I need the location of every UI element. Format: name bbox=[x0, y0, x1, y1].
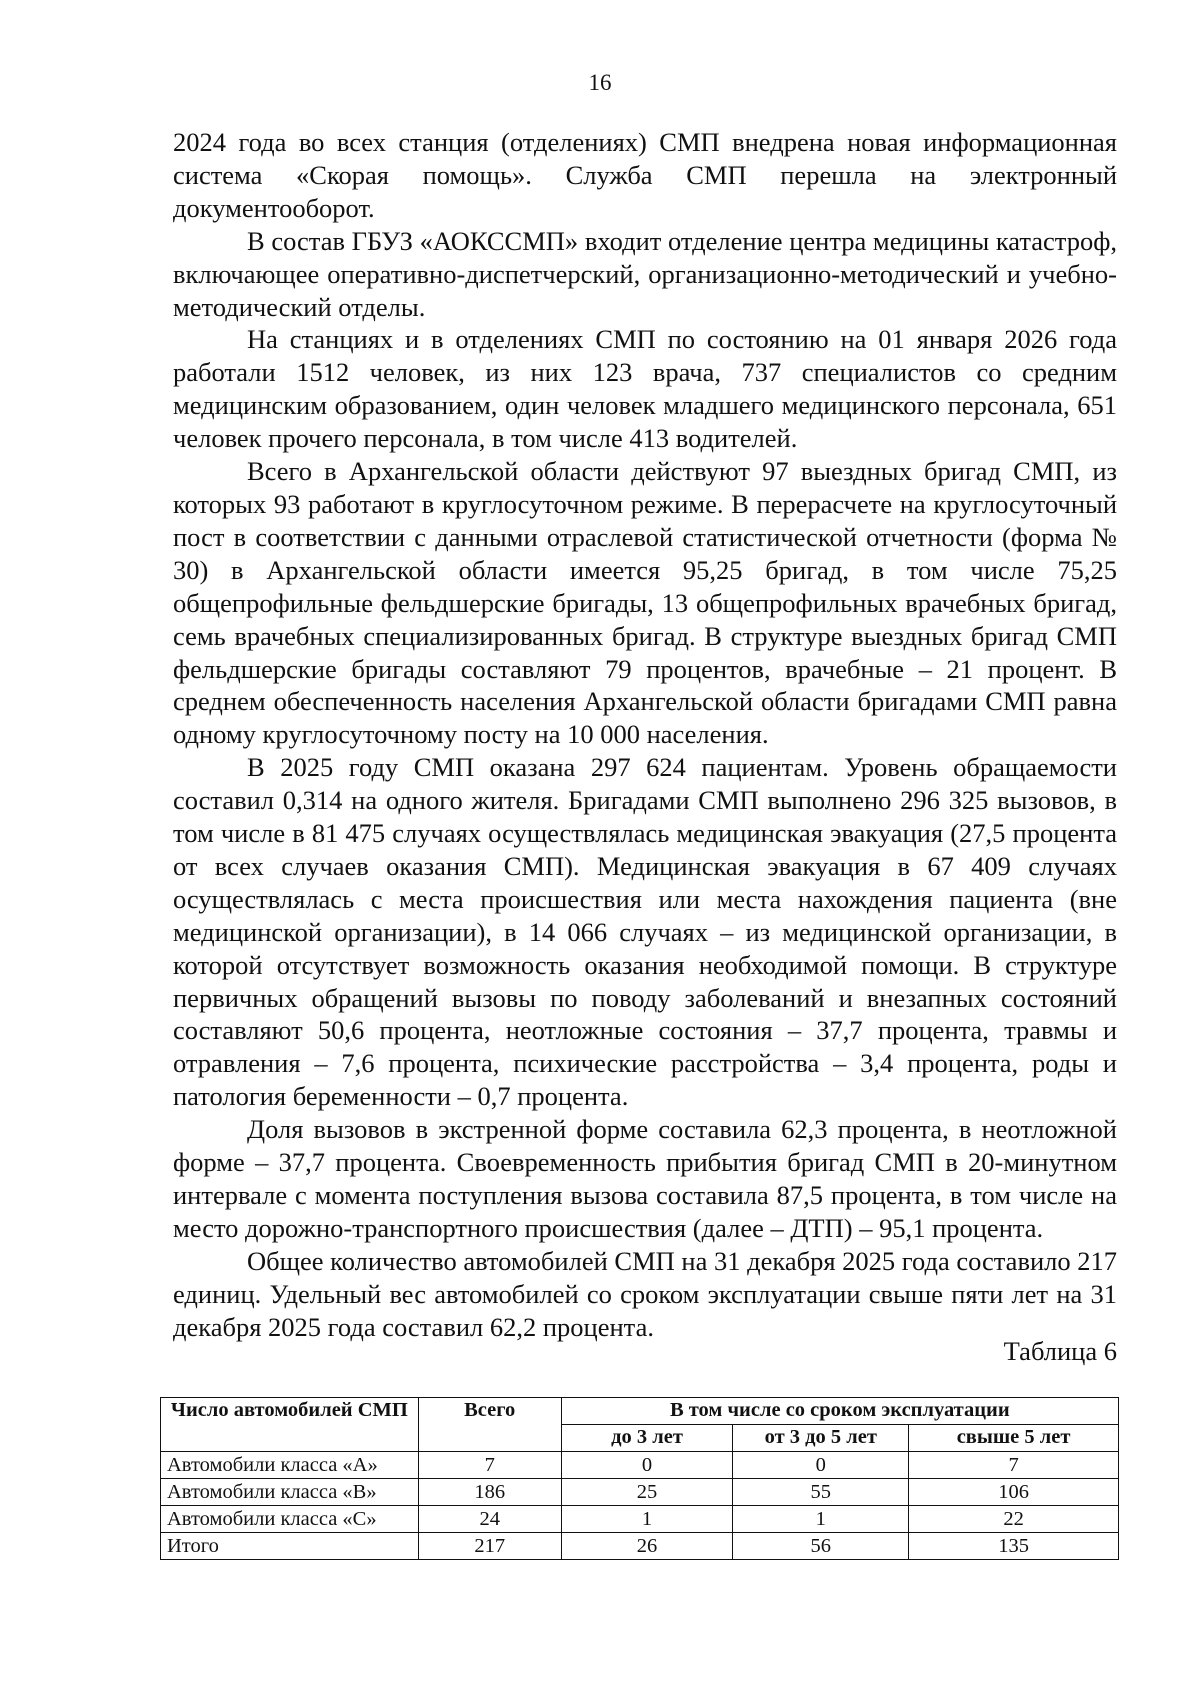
cell-total: 186 bbox=[418, 1479, 561, 1506]
cell-total: 24 bbox=[418, 1506, 561, 1533]
paragraph: 2024 года во всех станция (отделениях) СМП внедрена новая информационная система «Скорая помощь». Служба СМП перешла на электронный документооборот. bbox=[173, 127, 1117, 223]
cell-3-to-5: 0 bbox=[733, 1452, 909, 1479]
cell-3-to-5: 56 bbox=[733, 1533, 909, 1560]
cell-up-to-3: 1 bbox=[561, 1506, 733, 1533]
row-label: Автомобили класса «А» bbox=[161, 1452, 419, 1479]
paragraph: Всего в Архангельской области действуют 97 выездных бригад СМП, из которых 93 работают в круглосуточном режиме. В перерасчете на круглосуточный пост в соответствии с данными отраслевой статистической отчетности (форма № 30) в Архангельской области имеется 95,25 бригад, в том числе 75,25 общепрофильные фельдшерские бригады, 13 общепрофильных врачебных бригад, семь врачебных специализированных бригад. В структуре выездных бригад СМП фельдшерские бригады составляют 79 процентов, врачебные – 21 процент. В среднем обеспеченность населения Архангельской области бригадами СМП равна одному круглосуточному посту на 10 000 населения. bbox=[173, 456, 1117, 750]
paragraph: Общее количество автомобилей СМП на 31 декабря 2025 года составило 217 единиц. Удельный вес автомобилей со сроком эксплуатации свыше пяти лет на 31 декабря 2025 года составил 62,2 процента. bbox=[173, 1245, 1117, 1342]
cell-over-5: 7 bbox=[909, 1452, 1119, 1479]
cell-over-5: 135 bbox=[909, 1533, 1119, 1560]
header-total: Всего bbox=[418, 1398, 561, 1452]
cell-up-to-3: 0 bbox=[561, 1452, 733, 1479]
cell-up-to-3: 26 bbox=[561, 1533, 733, 1560]
cell-over-5: 106 bbox=[909, 1479, 1119, 1506]
row-label: Автомобили класса «В» bbox=[161, 1479, 419, 1506]
paragraph: На станциях и в отделениях СМП по состоянию на 01 января 2026 года работали 1512 человек, из них 123 врача, 737 специалистов со средним медицинским образованием, один человек младшего медицинского персонала, 651 человек прочего персонала, в том числе 413 водителей. bbox=[173, 324, 1117, 454]
paragraph: Доля вызовов в экстренной форме составила 62,3 процента, в неотложной форме – 37,7 процента. Своевременность прибытия бригад СМП в 20-минутном интервале с момента поступления вызова составила 87,5 процента, в том числе на место дорожно-транспортного происшествия (далее – ДТП) – 95,1 процента. bbox=[173, 1114, 1117, 1243]
page-number: 16 bbox=[588, 70, 612, 95]
cell-up-to-3: 25 bbox=[561, 1479, 733, 1506]
table-row bbox=[161, 1506, 1119, 1533]
header-up-to-3-years: до 3 лет bbox=[561, 1425, 733, 1452]
table-row bbox=[161, 1479, 1119, 1506]
cell-3-to-5: 55 bbox=[733, 1479, 909, 1506]
cell-3-to-5: 1 bbox=[733, 1506, 909, 1533]
cell-over-5: 22 bbox=[909, 1506, 1119, 1533]
header-over-5-years: свыше 5 лет bbox=[909, 1425, 1119, 1452]
paragraph: В 2025 году СМП оказана 297 624 пациентам. Уровень обращаемости составил 0,314 на одного жителя. Бригадами СМП выполнено 296 325 вызовов, в том числе в 81 475 случаях осуществлялась медицинская эвакуация (27,5 процента от всех случаев оказания СМП). Медицинская эвакуация в 67 409 случаях осуществлялась с места происшествия или места нахождения пациента (вне медицинской организации), в 14 066 случаях – из медицинской организации, в которой отсутствует возможность оказания необходимой помощи. В структуре первичных обращений вызовы по поводу заболеваний и внезапных состояний составляют 50,6 процента, неотложные состояния – 37,7 процента, травмы и отравления – 7,6 процента, психические расстройства – 3,4 процента, роды и патология беременности – 0,7 процента. bbox=[173, 752, 1117, 1112]
header-service-life-group: В том числе со сроком эксплуатации bbox=[561, 1398, 1118, 1425]
document-body bbox=[173, 126, 1117, 1344]
table-row-total bbox=[161, 1533, 1119, 1560]
paragraph: В состав ГБУЗ «АОКССМП» входит отделение центра медицины катастроф, включающее оперативно-диспетчерский, организационно-методический и учебно-методический отделы. bbox=[173, 225, 1117, 322]
row-label: Итого bbox=[161, 1533, 419, 1560]
row-label: Автомобили класса «С» bbox=[161, 1506, 419, 1533]
cell-total: 7 bbox=[418, 1452, 561, 1479]
cell-total: 217 bbox=[418, 1533, 561, 1560]
vehicles-table bbox=[160, 1397, 1119, 1560]
table-row bbox=[161, 1452, 1119, 1479]
header-vehicle-count: Число автомобилей СМП bbox=[161, 1398, 419, 1452]
header-3-to-5-years: от 3 до 5 лет bbox=[733, 1425, 909, 1452]
table-caption: Таблица 6 bbox=[1003, 1336, 1117, 1366]
